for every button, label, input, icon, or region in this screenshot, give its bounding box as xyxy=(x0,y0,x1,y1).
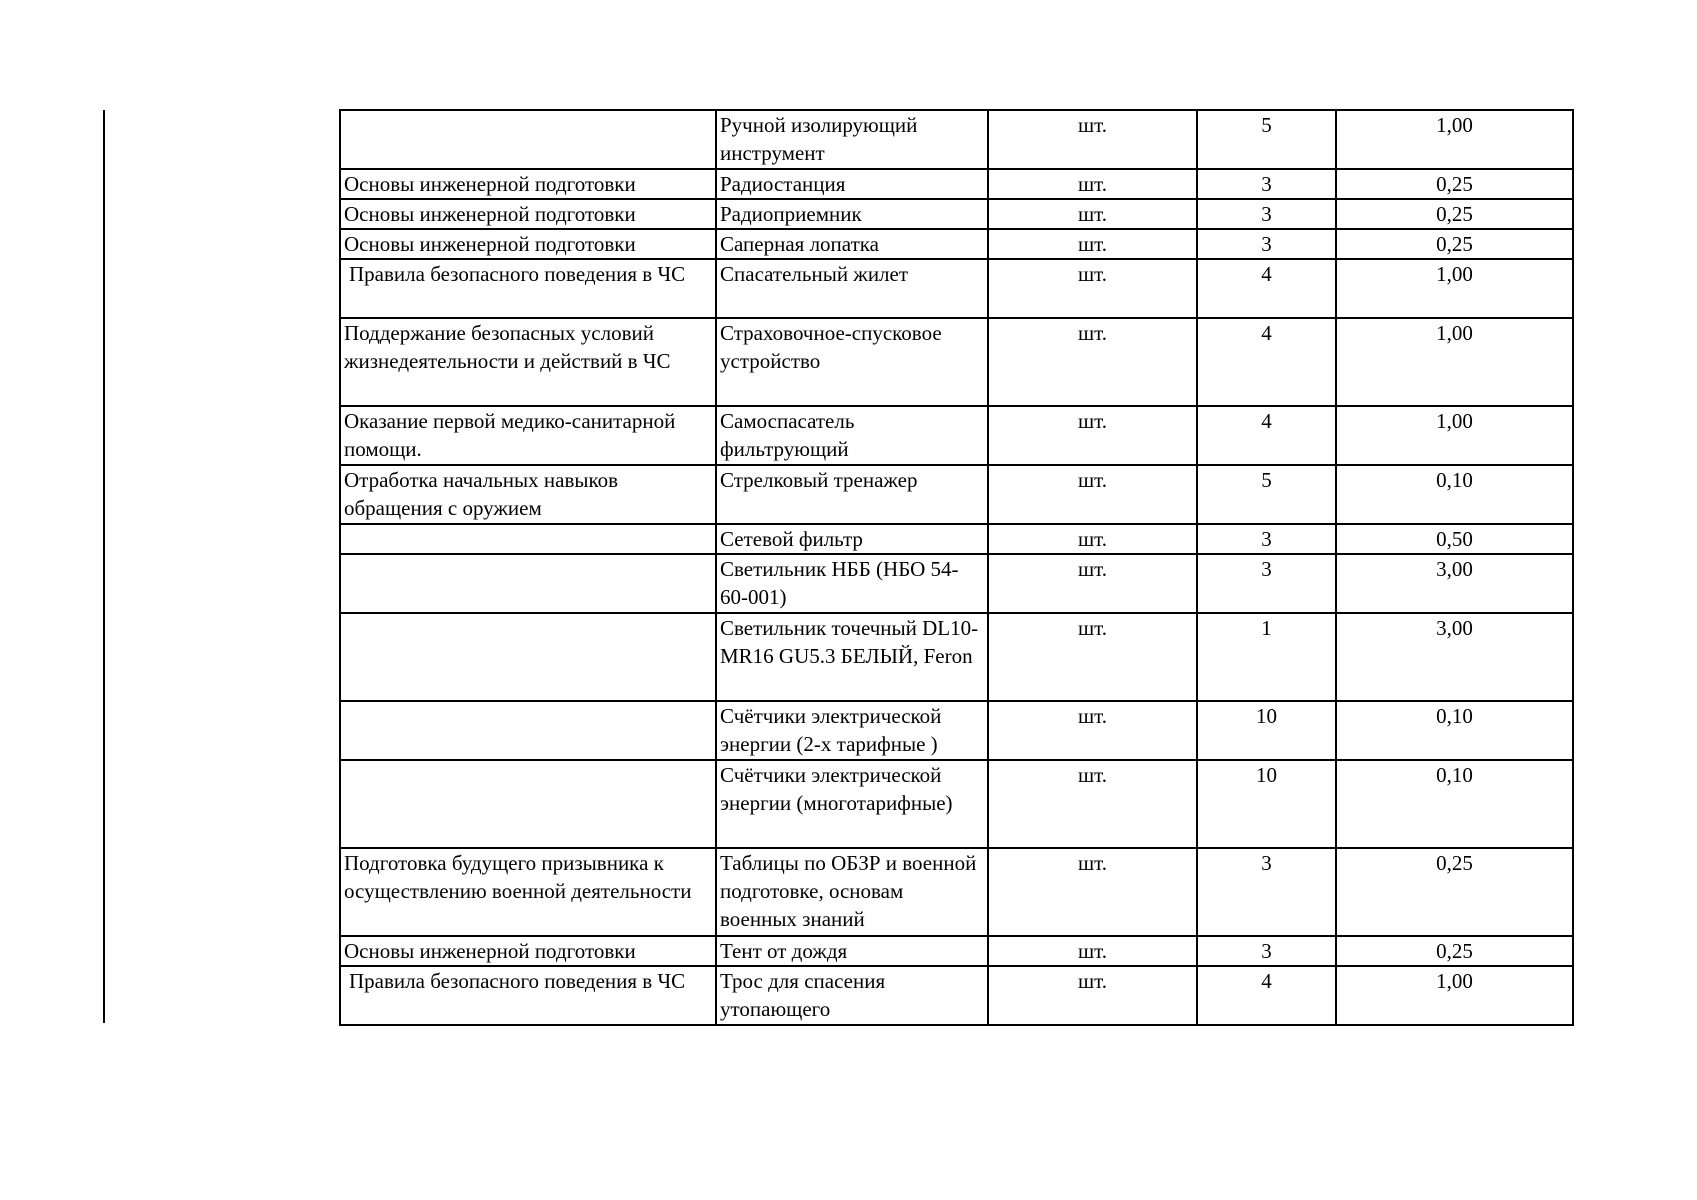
topic-cell: Отработка начальных навыков обращения с оружием xyxy=(340,465,716,524)
value-cell: 1,00 xyxy=(1336,110,1573,169)
topic-cell xyxy=(340,554,716,613)
item-name-cell: Тент от дождя xyxy=(716,936,988,966)
value-cell: 0,10 xyxy=(1336,760,1573,848)
item-name-cell: Светильник точечный DL10-MR16 GU5.3 БЕЛЫЙ, Feron xyxy=(716,613,988,701)
unit-cell: шт. xyxy=(988,613,1197,701)
topic-cell xyxy=(340,701,716,760)
item-name-cell: Счётчики электрической энергии (многотарифные) xyxy=(716,760,988,848)
table-row xyxy=(340,524,1573,554)
item-name-cell: Ручной изолирующий инструмент xyxy=(716,110,988,169)
item-name-cell: Страховочное-спусковое устройство xyxy=(716,318,988,406)
quantity-cell: 10 xyxy=(1197,760,1336,848)
value-cell: 0,25 xyxy=(1336,936,1573,966)
topic-cell: Основы инженерной подготовки xyxy=(340,199,716,229)
table-row xyxy=(340,936,1573,966)
table-row xyxy=(340,554,1573,613)
unit-cell: шт. xyxy=(988,760,1197,848)
quantity-cell: 1 xyxy=(1197,613,1336,701)
unit-cell: шт. xyxy=(988,229,1197,259)
quantity-cell: 3 xyxy=(1197,524,1336,554)
value-cell: 0,25 xyxy=(1336,848,1573,936)
unit-cell: шт. xyxy=(988,465,1197,524)
unit-cell: шт. xyxy=(988,110,1197,169)
topic-cell xyxy=(340,524,716,554)
table-row xyxy=(340,701,1573,760)
value-cell: 3,00 xyxy=(1336,613,1573,701)
topic-cell: Поддержание безопасных условий жизнедеятельности и действий в ЧС xyxy=(340,318,716,406)
quantity-cell: 4 xyxy=(1197,406,1336,465)
value-cell: 1,00 xyxy=(1336,259,1573,318)
quantity-cell: 5 xyxy=(1197,110,1336,169)
item-name-cell: Радиоприемник xyxy=(716,199,988,229)
table-row xyxy=(340,169,1573,199)
topic-cell: Основы инженерной подготовки xyxy=(340,169,716,199)
table-row xyxy=(340,465,1573,524)
value-cell: 1,00 xyxy=(1336,318,1573,406)
topic-cell: Основы инженерной подготовки xyxy=(340,229,716,259)
quantity-cell: 3 xyxy=(1197,169,1336,199)
topic-cell: Правила безопасного поведения в ЧС xyxy=(340,966,716,1025)
unit-cell: шт. xyxy=(988,936,1197,966)
table-row xyxy=(340,848,1573,936)
item-name-cell: Саперная лопатка xyxy=(716,229,988,259)
table-row xyxy=(340,318,1573,406)
unit-cell: шт. xyxy=(988,199,1197,229)
quantity-cell: 3 xyxy=(1197,848,1336,936)
topic-cell: Оказание первой медико-санитарной помощи. xyxy=(340,406,716,465)
unit-cell: шт. xyxy=(988,524,1197,554)
table-row xyxy=(340,760,1573,848)
value-cell: 1,00 xyxy=(1336,966,1573,1025)
topic-cell xyxy=(340,613,716,701)
quantity-cell: 4 xyxy=(1197,318,1336,406)
page-margin-line xyxy=(103,110,105,1023)
unit-cell: шт. xyxy=(988,259,1197,318)
quantity-cell: 10 xyxy=(1197,701,1336,760)
table-row xyxy=(340,406,1573,465)
topic-cell xyxy=(340,110,716,169)
table-row xyxy=(340,110,1573,169)
unit-cell: шт. xyxy=(988,966,1197,1025)
quantity-cell: 3 xyxy=(1197,936,1336,966)
topic-cell: Основы инженерной подготовки xyxy=(340,936,716,966)
value-cell: 0,25 xyxy=(1336,229,1573,259)
item-name-cell: Самоспасатель фильтрующий xyxy=(716,406,988,465)
value-cell: 0,25 xyxy=(1336,199,1573,229)
unit-cell: шт. xyxy=(988,318,1197,406)
equipment-table xyxy=(339,109,1574,1026)
quantity-cell: 3 xyxy=(1197,199,1336,229)
unit-cell: шт. xyxy=(988,169,1197,199)
quantity-cell: 3 xyxy=(1197,554,1336,613)
value-cell: 0,50 xyxy=(1336,524,1573,554)
quantity-cell: 5 xyxy=(1197,465,1336,524)
topic-cell: Подготовка будущего призывника к осуществлению военной деятельности xyxy=(340,848,716,936)
value-cell: 3,00 xyxy=(1336,554,1573,613)
unit-cell: шт. xyxy=(988,701,1197,760)
topic-cell xyxy=(340,760,716,848)
table-row xyxy=(340,966,1573,1025)
topic-cell: Правила безопасного поведения в ЧС xyxy=(340,259,716,318)
quantity-cell: 4 xyxy=(1197,966,1336,1025)
quantity-cell: 3 xyxy=(1197,229,1336,259)
unit-cell: шт. xyxy=(988,406,1197,465)
value-cell: 1,00 xyxy=(1336,406,1573,465)
value-cell: 0,10 xyxy=(1336,701,1573,760)
value-cell: 0,10 xyxy=(1336,465,1573,524)
item-name-cell: Трос для спасения утопающего xyxy=(716,966,988,1025)
table-row xyxy=(340,229,1573,259)
item-name-cell: Сетевой фильтр xyxy=(716,524,988,554)
unit-cell: шт. xyxy=(988,848,1197,936)
item-name-cell: Спасательный жилет xyxy=(716,259,988,318)
item-name-cell: Таблицы по ОБЗР и военной подготовке, основам военных знаний xyxy=(716,848,988,936)
unit-cell: шт. xyxy=(988,554,1197,613)
table-row xyxy=(340,613,1573,701)
item-name-cell: Счётчики электрической энергии (2-х тарифные ) xyxy=(716,701,988,760)
quantity-cell: 4 xyxy=(1197,259,1336,318)
item-name-cell: Светильник НББ (НБО 54-60-001) xyxy=(716,554,988,613)
table-row xyxy=(340,199,1573,229)
item-name-cell: Стрелковый тренажер xyxy=(716,465,988,524)
value-cell: 0,25 xyxy=(1336,169,1573,199)
item-name-cell: Радиостанция xyxy=(716,169,988,199)
table-row xyxy=(340,259,1573,318)
